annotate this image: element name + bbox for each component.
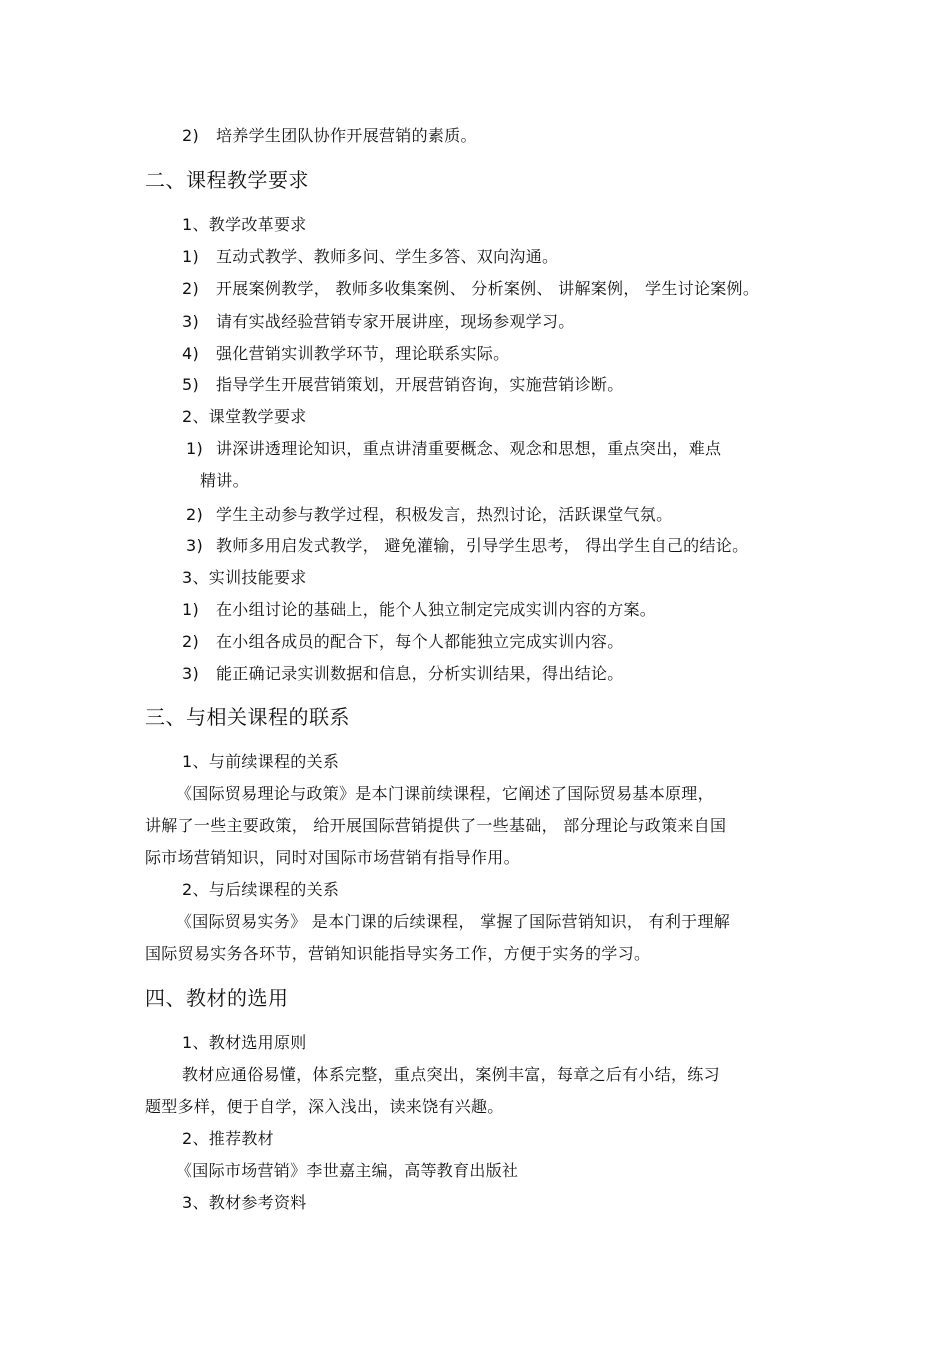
goal-item-2-number: 2)	[182, 126, 200, 145]
classroom-item-3-number: 3)	[186, 536, 204, 555]
practice-item-3-number: 3)	[182, 664, 200, 683]
reference-title: 3、教材参考资料	[182, 1193, 307, 1212]
goal-item-2	[182, 125, 477, 147]
practice-item-1	[182, 599, 656, 621]
reform-item-5-text: 指导学生开展营销策划，开展营销咨询，实施营销诊断。	[216, 375, 624, 394]
classroom-item-1-continuation: 精讲。	[200, 471, 249, 490]
section-2-heading: 二、课程教学要求	[145, 168, 309, 192]
practice-item-3-text: 能正确记录实训数据和信息，分析实训结果，得出结论。	[216, 664, 624, 683]
classroom-item-3	[186, 535, 748, 557]
practice-item-2	[182, 631, 624, 653]
principle-title: 1、教材选用原则	[182, 1033, 307, 1052]
practice-item-2-number: 2)	[182, 632, 200, 651]
classroom-title: 2、课堂教学要求	[182, 407, 307, 426]
recommend-title: 2、推荐教材	[182, 1129, 274, 1148]
practice-item-2-text: 在小组各成员的配合下，每个人都能独立完成实训内容。	[216, 632, 624, 651]
classroom-item-1	[186, 438, 721, 460]
reform-item-4	[182, 343, 509, 365]
reform-item-4-number: 4)	[182, 344, 200, 363]
reform-item-5	[182, 374, 624, 396]
reform-item-2	[182, 278, 759, 300]
classroom-item-1-text: 讲深讲透理论知识，重点讲清重要概念、观念和思想，重点突出，难点	[216, 439, 722, 458]
reform-item-4-text: 强化营销实训教学环节，理论联系实际。	[216, 344, 510, 363]
principle-line-1: 教材应通俗易懂，体系完整，重点突出，案例丰富，每章之后有小结，练习	[182, 1065, 720, 1084]
reform-item-2-number: 2)	[182, 279, 200, 298]
prev-course-line-3: 际市场营销知识，同时对国际市场营销有指导作用。	[145, 848, 520, 867]
next-course-line-1: 《国际贸易实务》 是本门课的后续课程， 掌握了国际营销知识， 有利于理解	[176, 912, 731, 931]
section-3-heading: 三、与相关课程的联系	[145, 705, 350, 729]
prev-course-line-1: 《国际贸易理论与政策》是本门课前续课程，它阐述了国际贸易基本原理，	[176, 784, 714, 803]
classroom-item-2	[186, 504, 672, 526]
classroom-item-3-text: 教师多用启发式教学， 避免灌输，引导学生思考， 得出学生自己的结论。	[216, 536, 749, 555]
practice-item-1-text: 在小组讨论的基础上，能个人独立制定完成实训内容的方案。	[216, 600, 657, 619]
reform-item-1	[182, 246, 558, 268]
reform-item-5-number: 5)	[182, 375, 200, 394]
reform-item-3-text: 请有实战经验营销专家开展讲座，现场参观学习。	[216, 312, 575, 331]
reform-item-1-number: 1)	[182, 247, 200, 266]
practice-title: 3、实训技能要求	[182, 568, 307, 587]
practice-item-3	[182, 663, 624, 685]
recommend-line-1: 《国际市场营销》李世嘉主编，高等教育出版社	[176, 1161, 519, 1180]
reform-item-2-text: 开展案例教学， 教师多收集案例、 分析案例、 讲解案例， 学生讨论案例。	[216, 279, 760, 298]
reform-item-3-number: 3)	[182, 312, 200, 331]
classroom-item-2-number: 2)	[186, 505, 204, 524]
prev-course-title: 1、与前续课程的关系	[182, 752, 340, 771]
goal-item-2-text: 培养学生团队协作开展营销的素质。	[216, 126, 477, 145]
next-course-line-2: 国际贸易实务各环节，营销知识能指导实务工作，方便于实务的学习。	[145, 944, 651, 963]
classroom-item-2-text: 学生主动参与教学过程，积极发言，热烈讨论，活跃课堂气氛。	[216, 505, 673, 524]
classroom-item-1-number: 1)	[186, 439, 204, 458]
principle-line-2: 题型多样，便于自学，深入浅出，读来饶有兴趣。	[145, 1097, 504, 1116]
reform-title: 1、教学改革要求	[182, 215, 307, 234]
practice-item-1-number: 1)	[182, 600, 200, 619]
prev-course-line-2: 讲解了一些主要政策， 给开展国际营销提供了一些基础， 部分理论与政策来自国	[145, 816, 727, 835]
reform-item-1-text: 互动式教学、教师多问、学生多答、双向沟通。	[216, 247, 559, 266]
next-course-title: 2、与后续课程的关系	[182, 880, 340, 899]
section-4-heading: 四、教材的选用	[145, 986, 289, 1010]
reform-item-3	[182, 311, 575, 333]
